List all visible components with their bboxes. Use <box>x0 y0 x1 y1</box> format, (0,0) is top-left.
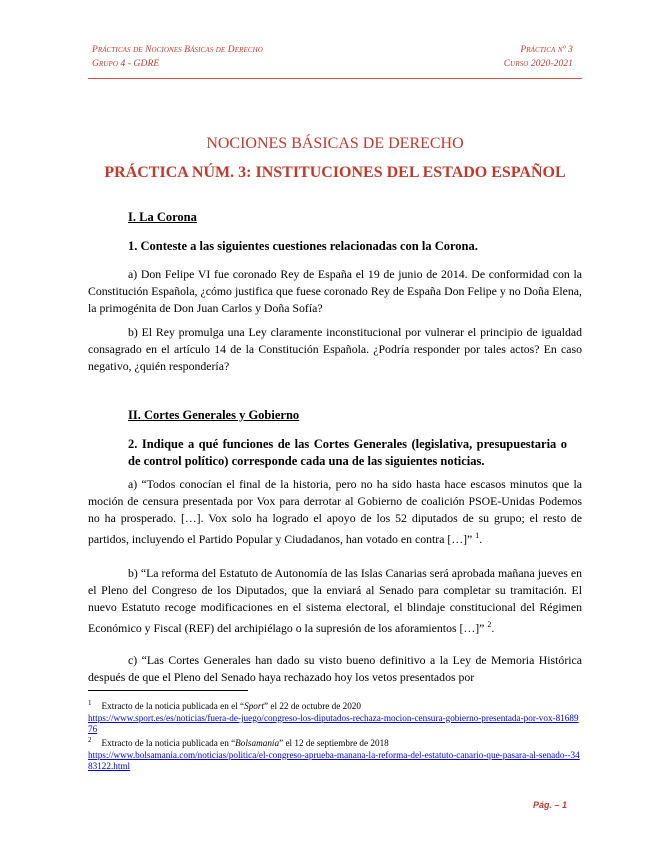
header-academic-year: Curso 2020-2021 <box>503 59 573 69</box>
page-number: Pág. – 1 <box>532 800 567 810</box>
footnote-2-date: ” el 12 de septiembre de 2018 <box>279 738 389 749</box>
header-right <box>504 43 573 71</box>
question-2-item-b: b) “La reforma del Estatuto de Autonomía de las Islas Canarias será aprobada mañana jueves en el Pleno del Congreso de los Diputados, que la enviará al Senado para completar su tramitación. El nuevo Estatuto recoge modificaciones en el sistema electoral, el blindaje constitucional del Régimen Económico y Fiscal (REF) del archipiélago o la supresión de los aforamientos […]” $^2$. <box>88 566 582 635</box>
footnote-1-source: Sport <box>244 701 265 712</box>
question-2: 2. Indique a qué funciones de las Cortes Generales (legislativa, presupuestaria o de control político) corresponde cada una de las siguientes noticias. <box>128 437 567 468</box>
item-b-text: b) “La reforma del Estatuto de Autonomía de las Islas Canarias será aprobada mañana jueves en el Pleno del Congreso de los Diputados, que la enviará al Senado para completar su tramitación. El nuevo Estatuto recoge modificaciones en el sistema electoral, el blindaje constitucional del Régimen Económico y Fiscal (REF) del archipiélago o la supresión de los aforamientos […]” <box>88 566 582 635</box>
footnote-1-number: 1 <box>88 699 92 707</box>
question-1-item-a: a) Don Felipe VI fue coronado Rey de España el 19 de junio de 2014. De conformidad con la Constitución Española, ¿cómo justifica que fuese coronado Rey de España Don Felipe y no Doña Elena, la primogénita de Don Juan Carlos y Doña Sofía? <box>88 267 582 315</box>
header-divider <box>88 78 582 79</box>
document-title: NOCIONES BÁSICAS DE DERECHO <box>206 135 464 152</box>
footnote-2-link[interactable]: https://www.bolsamania.com/noticias/politica/el-congreso-aprueba-manana-la-reforma-del-estatuto-canario-que-pasara-al-senado--3483122.html <box>88 749 580 772</box>
footnote-1-date: ” el 22 de octubre de 2020 <box>264 701 361 712</box>
document-subtitle: PRÁCTICA NÚM. 3: INSTITUCIONES DEL ESTADO ESPAÑOL <box>104 164 566 181</box>
section-heading-cortes: II. Cortes Generales y Gobierno <box>128 408 300 422</box>
footnote-1 <box>88 698 582 736</box>
footnote-1-text: Extracto de la noticia publicada en el “ <box>101 701 245 712</box>
question-2-item-a: a) “Todos conocían el final de la historia, pero no ha sido hasta hace escasos minutos que la moción de censura presentada por Vox para derrotar al Gobierno de coalición PSOE-Unidas Podemos no ha prosperado. […]. Vox solo ha logrado el apoyo de los 52 diputados de su grupo; el resto de partidos, incluyendo el Partido Popular y Ciudadanos, han votado en contra […]” $^1$. <box>88 477 582 546</box>
footnote-divider <box>88 690 248 691</box>
footnote-1-link[interactable]: https://www.sport.es/es/noticias/fuera-de-juego/congreso-los-diputados-rechaza-mocion-censura-gobierno-presentada-por-vox-8168976 <box>88 712 579 735</box>
item-c-text: c) “Las Cortes Generales han dado su visto bueno definitivo a la Ley de Memoria Histórica después de que el Pleno del Senado haya rechazado hoy los vetos presentados por <box>88 653 582 684</box>
question-2-item-c <box>88 652 582 686</box>
header-left <box>92 43 263 71</box>
question-1: 1. Conteste a las siguientes cuestiones relacionadas con la Corona. <box>128 239 478 253</box>
item-a-text: a) “Todos conocían el final de la historia, pero no ha sido hasta hace escasos minutos que la moción de censura presentada por Vox para derrotar al Gobierno de coalición PSOE-Unidas Podemos no ha prosperado. […]. Vox solo ha logrado el apoyo de los 52 diputados de su grupo; el resto de partidos, incluyendo el Partido Popular y Ciudadanos, han votado en contra […]” <box>88 477 582 546</box>
header-practice-number: Práctica nº 3 <box>520 45 573 55</box>
footnote-2-number: 2 <box>88 736 92 744</box>
footnote-ref-1[interactable]: 1 <box>475 531 480 540</box>
question-1-item-b: b) El Rey promulga una Ley claramente inconstitucional por vulnerar el principio de igualdad consagrado en el artículo 14 de la Constitución Española. ¿Podría responder por tales actos? En caso negativo, ¿quién respondería? <box>88 325 582 373</box>
footnote-2-source: Bolsamanía <box>235 738 280 749</box>
header-course-title: Prácticas de Nociones Básicas de Derecho <box>92 45 263 55</box>
footnote-ref-2[interactable]: 2 <box>487 620 492 629</box>
section-heading-corona: I. La Corona <box>128 210 197 224</box>
header-group: Grupo 4 - GDRE <box>92 59 160 69</box>
footnote-2 <box>88 735 582 773</box>
footnote-2-text: Extracto de la noticia publicada en “ <box>101 738 236 749</box>
